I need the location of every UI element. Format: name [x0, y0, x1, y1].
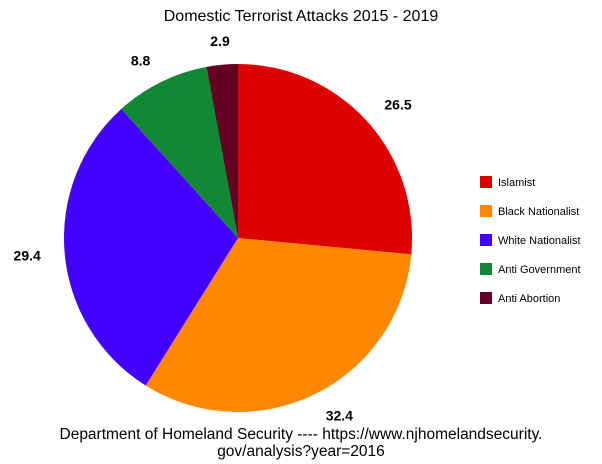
source-citation — [40, 426, 562, 460]
data-label-anti-government: 8.8 — [130, 52, 151, 69]
chart-title: Domestic Terrorist Attacks 2015 - 2019 — [163, 8, 439, 25]
legend-label-black-nationalist: Black Nationalist — [498, 206, 580, 218]
data-label-islamist: 26.5 — [384, 96, 412, 113]
pie-slices — [64, 64, 412, 412]
data-label-anti-abortion: 2.9 — [210, 32, 230, 49]
source-line-1: Department of Homeland Security ---- https://www.njhomelandsecurity. — [59, 426, 543, 443]
legend-label-white-nationalist: White Nationalist — [498, 235, 581, 247]
legend-swatch-white-nationalist — [480, 234, 492, 246]
legend-label-islamist: Islamist — [498, 177, 536, 189]
legend-label-anti-government: Anti Government — [498, 264, 581, 276]
data-label-black-nationalist: 32.4 — [325, 407, 353, 424]
legend-swatch-anti-abortion — [480, 292, 492, 304]
legend — [480, 176, 581, 305]
legend-swatch-black-nationalist — [480, 205, 492, 217]
legend-swatch-anti-government — [480, 263, 492, 275]
source-line-2: gov/analysis?year=2016 — [217, 443, 385, 460]
data-label-white-nationalist: 29.4 — [13, 247, 41, 264]
slice-islamist — [238, 64, 412, 254]
legend-swatch-islamist — [480, 176, 492, 188]
legend-label-anti-abortion: Anti Abortion — [498, 293, 561, 305]
